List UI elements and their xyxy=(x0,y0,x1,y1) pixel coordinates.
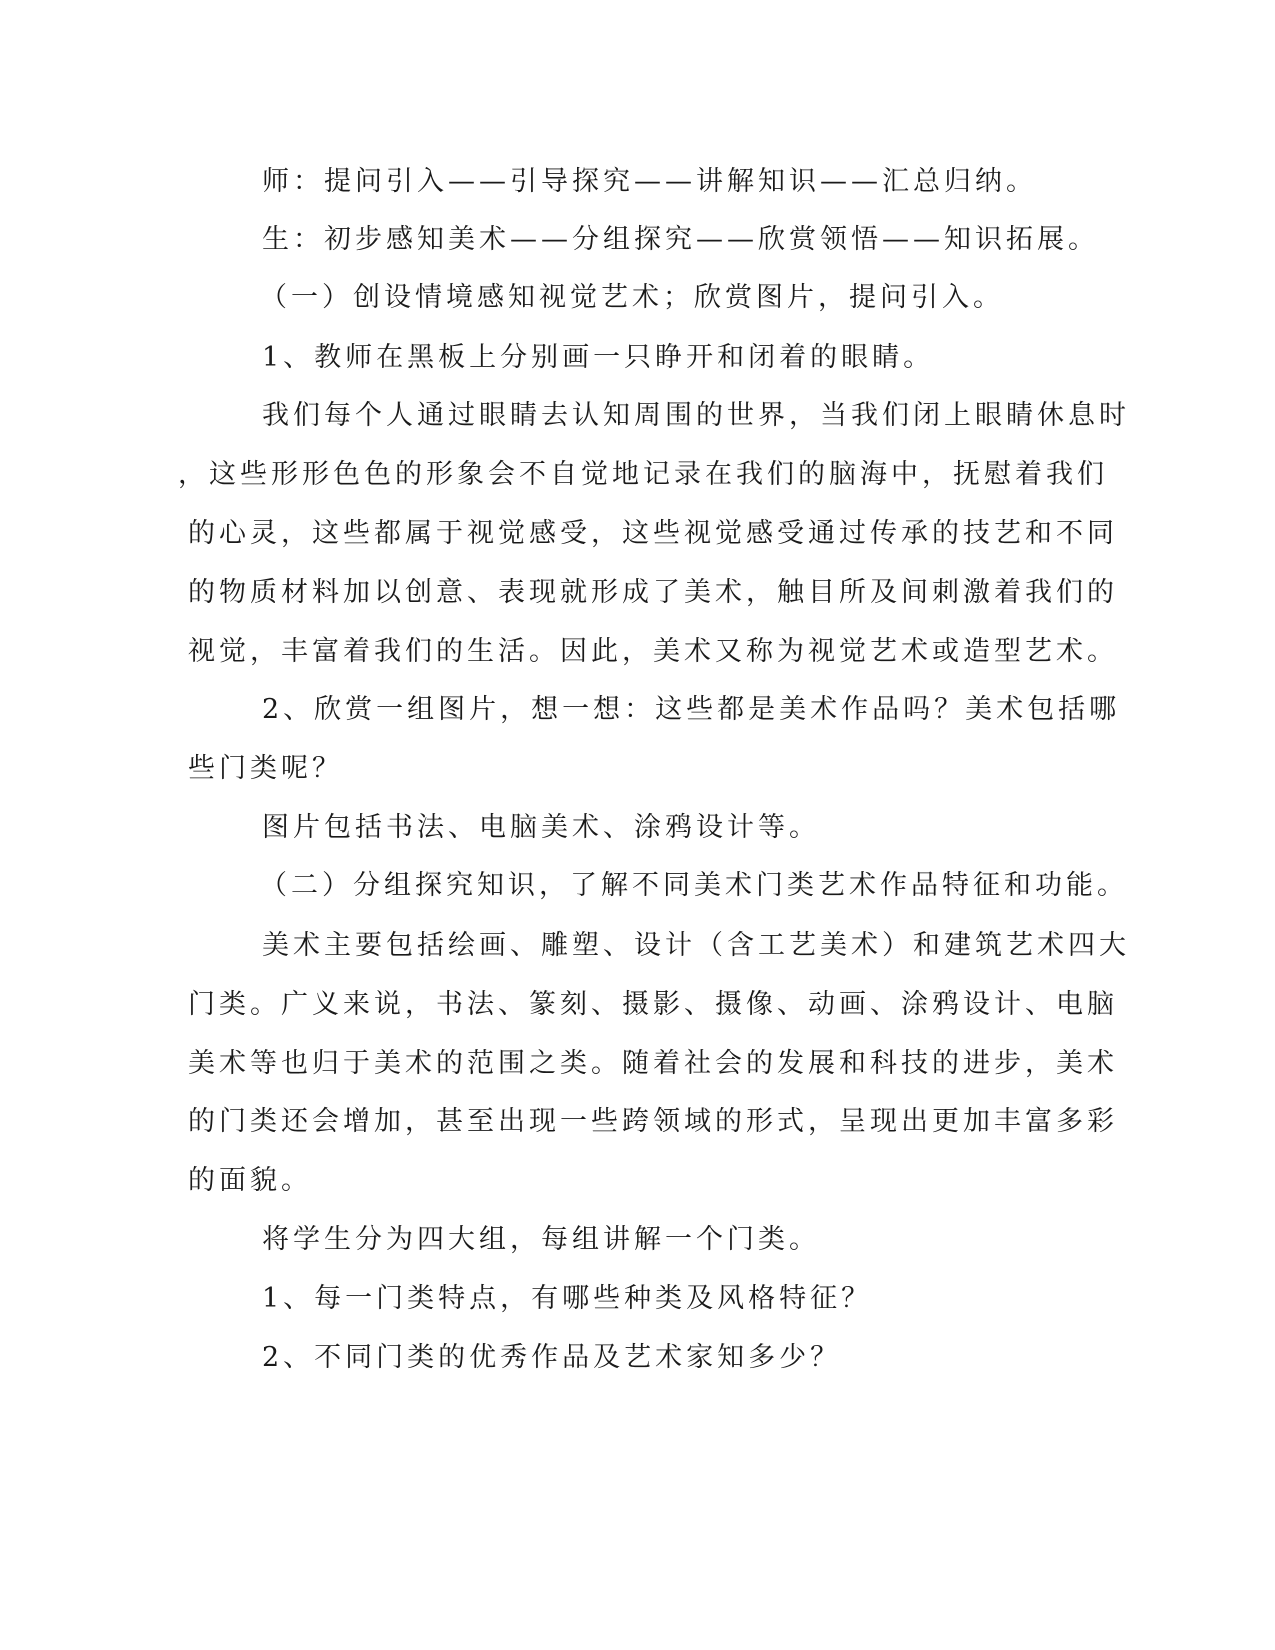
paragraph-line: 的物质材料加以创意、表现就形成了美术，触目所及间刺激着我们的 xyxy=(188,577,1118,608)
paragraph-line-step-2: 2、欣赏一组图片，想一想：这些都是美术作品吗？美术包括哪 xyxy=(262,694,1121,725)
paragraph-line: 图片包括书法、电脑美术、涂鸦设计等。 xyxy=(262,812,820,843)
paragraph-line: 美术等也归于美术的范围之类。随着社会的发展和科技的进步，美术 xyxy=(188,1048,1118,1079)
paragraph-line: 门类。广义来说，书法、篆刻、摄影、摄像、动画、涂鸦设计、电脑 xyxy=(188,989,1118,1020)
section-heading-1: （一）创设情境感知视觉艺术；欣赏图片，提问引入。 xyxy=(260,282,1004,313)
paragraph-line: 美术主要包括绘画、雕塑、设计（含工艺美术）和建筑艺术四大 xyxy=(262,930,1130,961)
paragraph-line-question-1: 1、每一门类特点，有哪些种类及风格特征？ xyxy=(262,1283,873,1314)
paragraph-line: 我们每个人通过眼睛去认知周围的世界，当我们闭上眼睛休息时 xyxy=(262,400,1130,431)
paragraph-line-student-process: 生：初步感知美术——分组探究——欣赏领悟——知识拓展。 xyxy=(262,224,1099,255)
section-heading-2: （二）分组探究知识，了解不同美术门类艺术作品特征和功能。 xyxy=(260,870,1128,901)
paragraph-line-teacher-process: 师：提问引入——引导探究——讲解知识——汇总归纳。 xyxy=(262,166,1037,197)
paragraph-line-question-2: 2、不同门类的优秀作品及艺术家知多少？ xyxy=(262,1342,842,1373)
paragraph-line: 的心灵，这些都属于视觉感受，这些视觉感受通过传承的技艺和不同 xyxy=(188,518,1118,549)
paragraph-line-step-1: 1、教师在黑板上分别画一只睁开和闭着的眼睛。 xyxy=(262,342,935,373)
paragraph-line: 将学生分为四大组，每组讲解一个门类。 xyxy=(262,1224,820,1255)
paragraph-line: 的门类还会增加，甚至出现一些跨领域的形式，呈现出更加丰富多彩 xyxy=(188,1106,1118,1137)
paragraph-line: 视觉，丰富着我们的生活。因此，美术又称为视觉艺术或造型艺术。 xyxy=(188,636,1118,667)
paragraph-line: 些门类呢？ xyxy=(188,753,343,784)
paragraph-line: ，这些形形色色的形象会不自觉地记录在我们的脑海中，抚慰着我们 xyxy=(178,459,1108,490)
paragraph-line: 的面貌。 xyxy=(188,1165,312,1196)
